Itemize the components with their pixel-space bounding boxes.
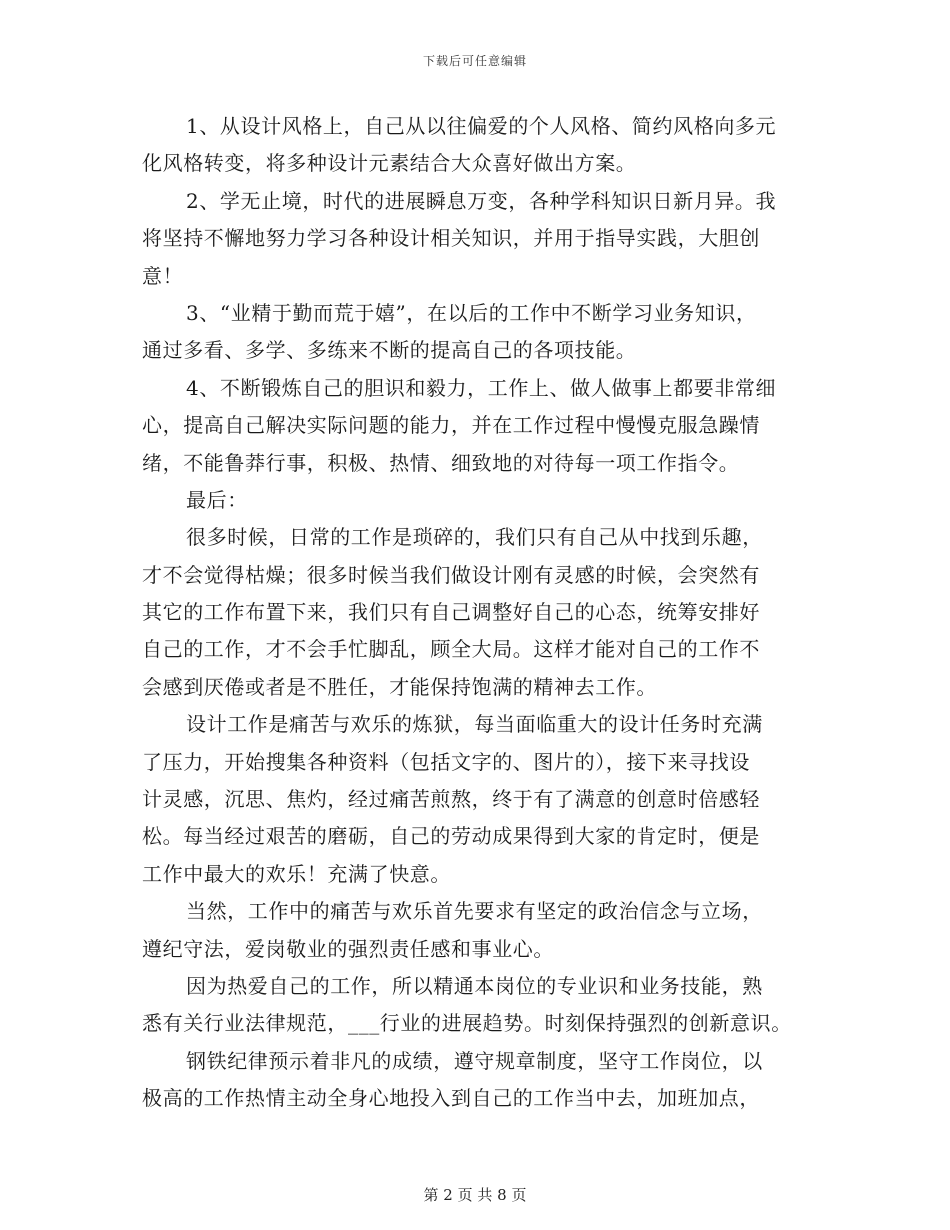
text-line: 极高的工作热情主动全身心地投入到自己的工作当中去，加班加点，	[142, 1086, 760, 1111]
text-line: 才不会觉得枯燥；很多时候当我们做设计刚有灵感的时候，会突然有	[142, 562, 760, 587]
text-line: 会感到厌倦或者是不胜任，才能保持饱满的精神去工作。	[142, 674, 657, 699]
text-line: 当然，工作中的痛苦与欢乐首先要求有坚定的政治信念与立场，	[186, 899, 763, 924]
text-line: 心，提高自己解决实际问题的能力，并在工作过程中慢慢克服急躁情	[142, 413, 760, 438]
text-line: 了压力，开始搜集各种资料（包括文字的、图片的），接下来寻找设	[142, 749, 750, 774]
text-line: 化风格转变，将多种设计元素结合大众喜好做出方案。	[142, 151, 637, 176]
text-line: 意！	[142, 263, 184, 288]
text-line: 2、学无止境，时代的进展瞬息万变，各种学科知识日新月异。我	[186, 188, 777, 213]
text-line: 悉有关行业法律规范，___行业的进展趋势。时刻保持强烈的创新意识。	[142, 1011, 792, 1036]
text-line: 设计工作是痛苦与欢乐的炼狱，每当面临重大的设计任务时充满	[186, 712, 763, 737]
text-line: 3、“业精于勤而荒于嬉”，在以后的工作中不断学习业务知识，	[186, 300, 757, 325]
text-line: 计灵感，沉思、焦灼，经过痛苦煎熬，终于有了满意的创意时倍感轻	[142, 787, 760, 812]
text-line: 松。每当经过艰苦的磨砺，自己的劳动成果得到大家的肯定时，便是	[142, 824, 760, 849]
document-body	[142, 108, 810, 1118]
text-line: 因为热爱自己的工作，所以精通本岗位的专业识和业务技能，熟	[186, 973, 763, 998]
page-header: 下载后可任意编辑	[422, 54, 527, 68]
text-line: 将坚持不懈地努力学习各种设计相关知识，并用于指导实践，大胆创	[142, 226, 760, 251]
text-line: 很多时候，日常的工作是琐碎的，我们只有自己从中找到乐趣，	[186, 525, 763, 550]
text-line: 绪，不能鲁莽行事，积极、热情、细致地的对待每一项工作指令。	[142, 450, 740, 475]
text-line: 钢铁纪律预示着非凡的成绩，遵守规章制度，坚守工作岗位，以	[186, 1048, 763, 1073]
text-line: 其它的工作布置下来，我们只有自己调整好自己的心态，统筹安排好	[142, 600, 760, 625]
text-line: 自己的工作，才不会手忙脚乱，顾全大局。这样才能对自己的工作不	[142, 637, 760, 662]
text-line: 4、不断锻炼自己的胆识和毅力，工作上、做人做事上都要非常细	[186, 375, 777, 400]
text-line: 1、从设计风格上，自己从以往偏爱的个人风格、简约风格向多元	[186, 114, 777, 138]
text-line: 遵纪守法，爱岗敬业的强烈责任感和事业心。	[142, 936, 554, 961]
text-line: 通过多看、多学、多练来不断的提高自己的各项技能。	[142, 338, 637, 363]
text-line: 工作中最大的欢乐！充满了快意。	[142, 861, 451, 886]
section-heading: 最后：	[186, 487, 248, 512]
page-number: 第 2 页 共 8 页	[423, 1186, 527, 1204]
